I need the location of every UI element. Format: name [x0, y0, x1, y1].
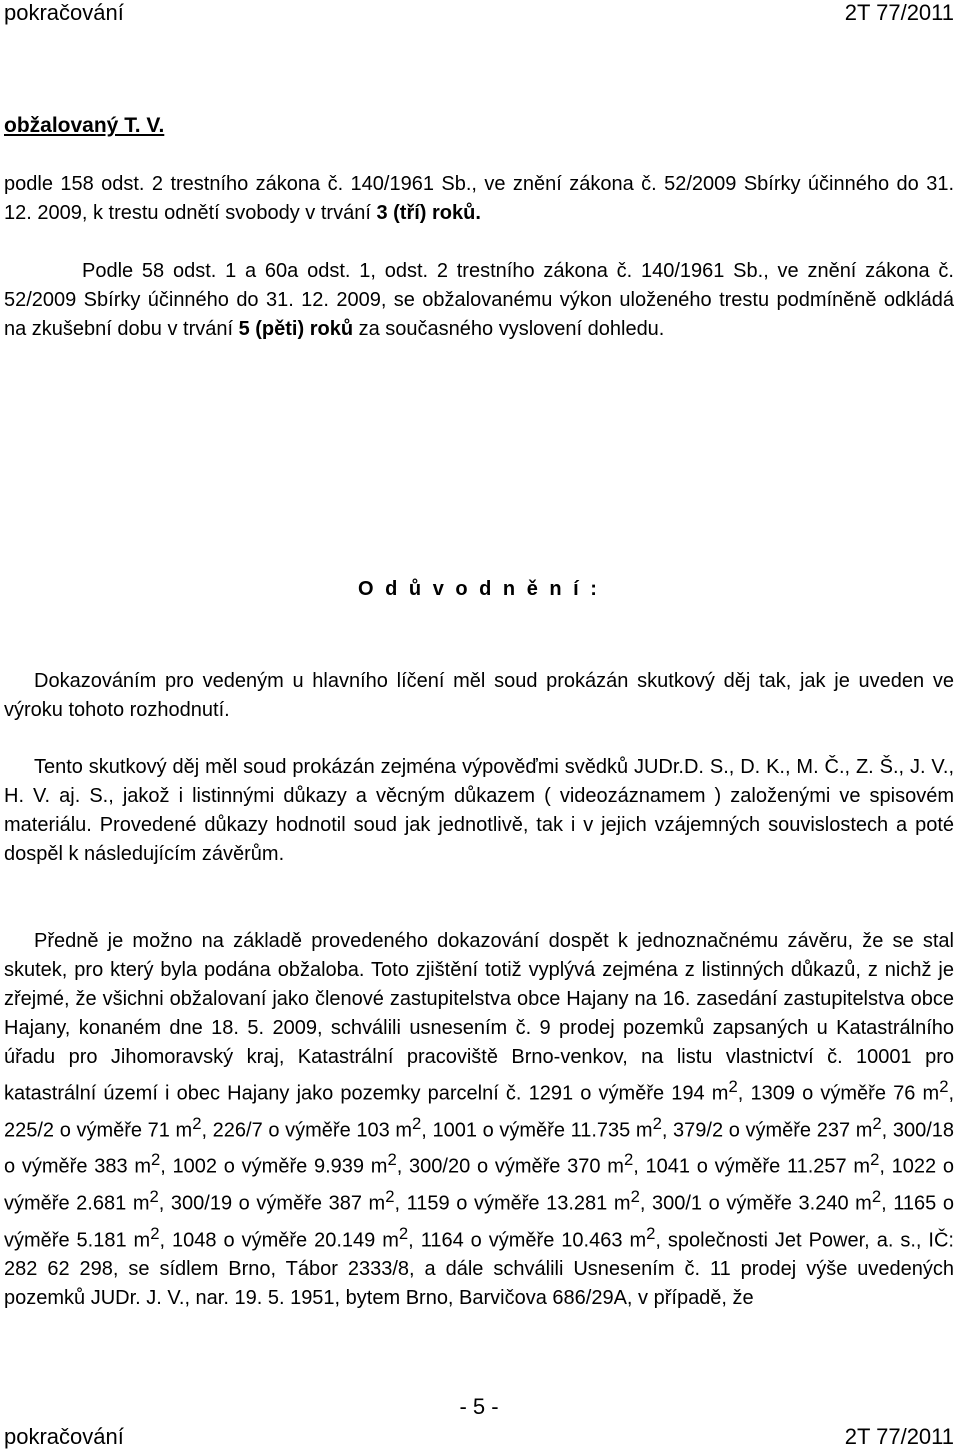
- paragraph-evidence: Dokazováním pro vedeným u hlavního líčení měl soud prokázán skutkový děj tak, jak je uveden ve výroku tohoto rozhodnutí.: [4, 670, 954, 721]
- paragraph-findings: Předně je možno na základě provedeného dokazování dospět k jednoznačnému závěru, že se stal skutek, pro který byla podána obžaloba. Toto zjištění totiž vyplývá zejména z listinných důkazů, z nichž je zřejmé, že všichni obžalovaní jako členové zastupitelstva obce Hajany na 16. zasedání zastupitelstva obce Hajany, konaném dne 18. 5. 2009, schválili usnesením č. 9 prodej pozemků zapsaných u Katastrálního úřadu pro Jihomoravský kraj, Katastrální pracoviště Brno-venkov, na listu vlastnictví č. 10001 pro katastrální území i obec Hajany jako pozemky parcelní č. 1291 o výměře 194 $m^2$, 1309 o výměře 76 $m^2$, 225/2 o výměře 71 $m^2$, 226/7 o výměře 103 $m^2$, 1001 o výměře 11.735 $m^2$, 379/2 o výměře 237 $m^2$, 300/18 o výměře 383 $m^2$, 1002 o výměře 9.939 $m^2$, 300/20 o výměře 370 $m^2$, 1041 o výměře 11.257 $m^2$, 1022 o výměře 2.681 $m^2$, 300/19 o výměře 387 $m^2$, 1159 o výměře 13.281 $m^2$, 300/1 o výměře 3.240 $m^2$, 1165 o výměře 5.181 $m^2$, 1048 o výměře 20.149 $m^2$, 1164 o výměře 10.463 $m^2$, společnosti Jet Power, a. s., IČ: 282 62 298, se sídlem Brno, Tábor 2333/8, a dále schválili Usnesením č. 11 prodej výše uvedených pozemků JUDr. J. V., nar. 19. 5. 1951, bytem Brno, Barvičova 686/29A, v případě, že: [4, 930, 955, 1310]
- section-heading: O d ů v o d n ě n í :: [358, 578, 600, 600]
- page-header: [4, 0, 954, 26]
- paragraph-witnesses: Tento skutkový děj měl soud prokázán zejména výpověďmi svědků JUDr.D. S., D. K., M. Č., Z. Š., J. V., H. V. aj. S., jakož i listinnými důkazy a věcným důkazem ( videozáznamem ) založenými ve spisovém materiálu. Provedené důkazy hodnotil soud jak jednotlivě, tak i v jejich vzájemných souvislostech a poté dospěl k následujícím závěrům.: [4, 756, 954, 865]
- footer-case-number: 2T 77/2011: [844, 1424, 954, 1449]
- defendant-title: obžalovaný T. V.: [4, 114, 165, 137]
- page-footer: [4, 1424, 954, 1450]
- page-number: - 5 -: [459, 1394, 499, 1419]
- header-left: pokračování: [4, 0, 124, 25]
- header-case-number: 2T 77/2011: [844, 0, 954, 25]
- paragraph-sentence: podle 158 odst. 2 trestního zákona č. 140/1961 Sb., ve znění zákona č. 52/2009 Sbírky účinného do 31. 12. 2009, k trestu odnětí svobody v trvání 3 (tří) roků.: [4, 173, 954, 224]
- footer-left: pokračování: [4, 1424, 124, 1449]
- paragraph-suspension: Podle 58 odst. 1 a 60a odst. 1, odst. 2 trestního zákona č. 140/1961 Sb., ve znění zákona č. 52/2009 Sbírky účinného do 31. 12. 2009, se obžalovanému výkon uloženého trestu podmíněně odkládá na zkušební dobu v trvání 5 (pěti) roků za současného vyslovení dohledu.: [4, 260, 954, 340]
